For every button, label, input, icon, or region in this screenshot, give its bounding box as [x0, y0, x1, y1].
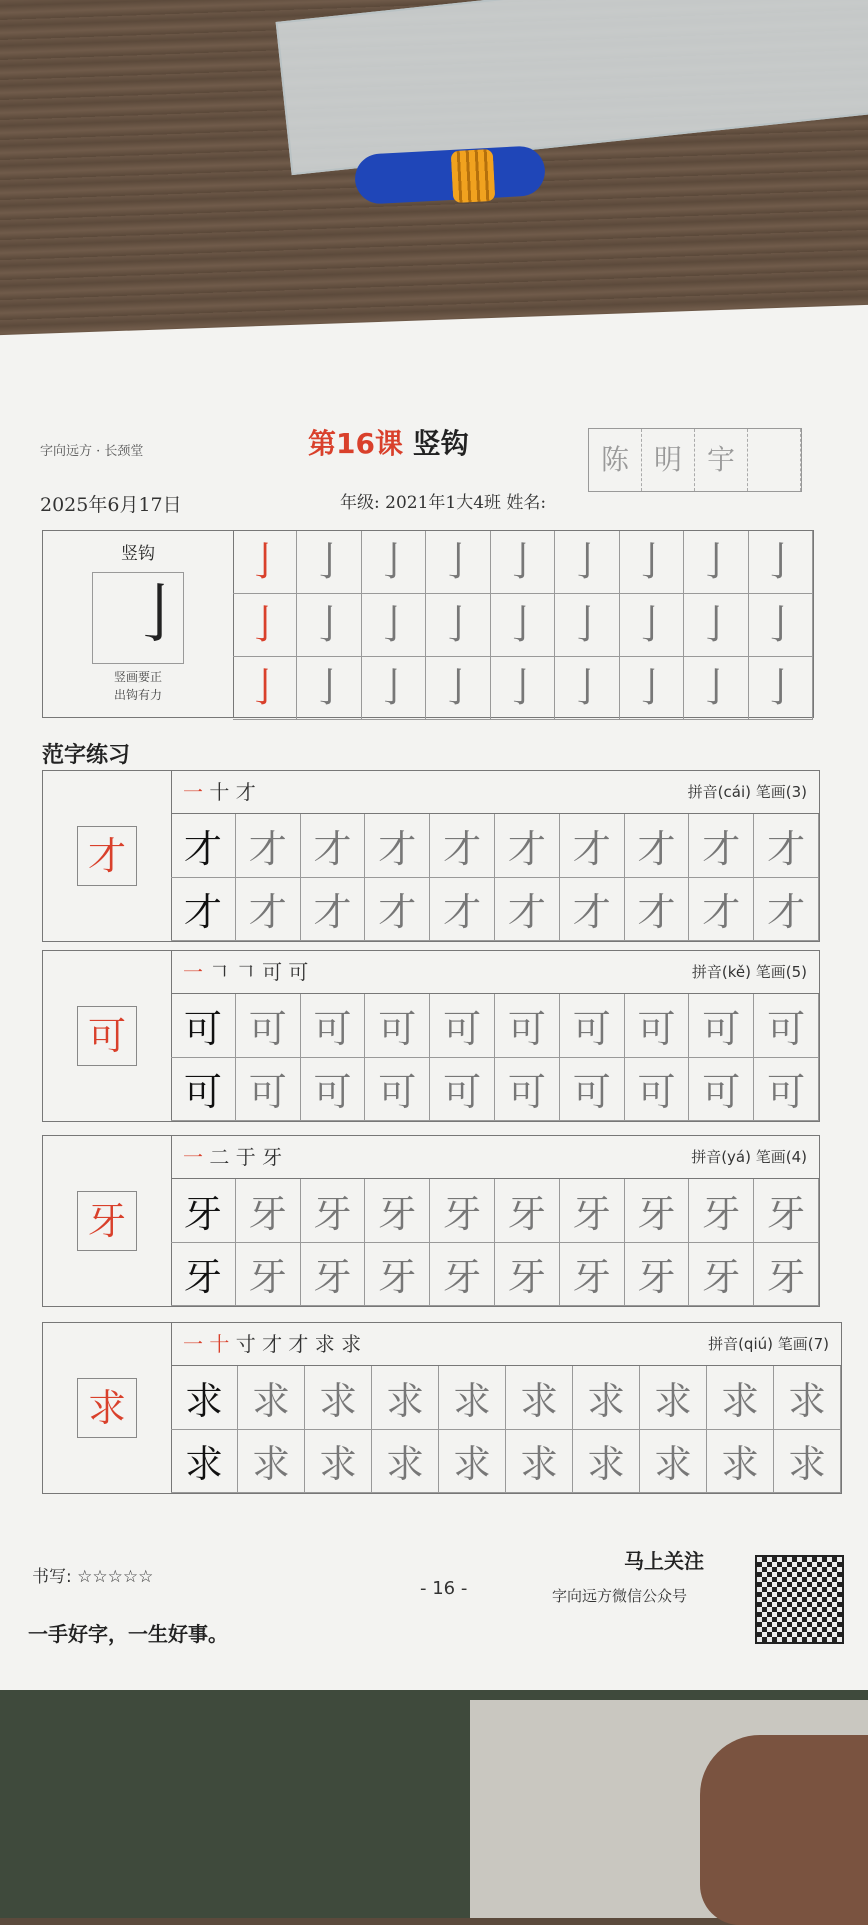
pen-grip [451, 149, 496, 203]
lesson-title [308, 422, 469, 462]
practice-cell: 才 [495, 814, 560, 878]
stroke-tip [43, 668, 233, 704]
practice-cell: 才 [560, 878, 625, 942]
practice-cell: 牙 [365, 1179, 430, 1243]
practice-cell: 求 [439, 1430, 506, 1494]
practice-cell: 才 [171, 878, 236, 942]
stroke-order-rest: 二 于 牙 [209, 1145, 283, 1169]
practice-cell: 才 [754, 814, 819, 878]
model-character: 才 [77, 826, 137, 886]
stroke-cell: 亅 [684, 657, 748, 720]
model-character: 求 [77, 1378, 137, 1438]
stroke-tip-line: 竖画要正 [113, 670, 162, 684]
practice-cell: 才 [171, 814, 236, 878]
stroke-order-lead: 一 十 [183, 1332, 230, 1356]
practice-cell: 牙 [625, 1243, 690, 1307]
practice-cell: 才 [625, 878, 690, 942]
stroke-order [183, 951, 308, 993]
pinyin-strokes: 拼音(kě) 笔画(5) [691, 963, 807, 981]
stroke-cell: 亅 [555, 594, 619, 657]
pinyin-strokes: 拼音(yá) 笔画(4) [691, 1148, 807, 1166]
practice-cell: 求 [774, 1366, 841, 1430]
shoe [700, 1735, 868, 1925]
stroke-cell: 亅 [297, 657, 361, 720]
stroke-cell: 亅 [555, 657, 619, 720]
character-model-area [43, 771, 172, 941]
practice-cell: 才 [236, 878, 301, 942]
practice-cell: 求 [573, 1430, 640, 1494]
stroke-order [183, 771, 256, 813]
practice-cell: 牙 [495, 1179, 560, 1243]
stroke-practice [42, 530, 814, 718]
practice-cell: 求 [171, 1366, 238, 1430]
practice-cell: 求 [774, 1430, 841, 1494]
stroke-order-lead: 一 [183, 1145, 203, 1169]
character-model-area [43, 1323, 172, 1493]
practice-cell: 牙 [236, 1179, 301, 1243]
practice-cell: 可 [301, 994, 366, 1058]
practice-cell: 可 [495, 994, 560, 1058]
stroke-cell: 亅 [297, 531, 361, 594]
stroke-cell: 亅 [555, 531, 619, 594]
stroke-cell: 亅 [426, 657, 490, 720]
practice-cell: 求 [238, 1430, 305, 1494]
practice-cell: 牙 [495, 1243, 560, 1307]
stroke-cell: 亅 [749, 531, 813, 594]
practice-cell: 可 [236, 1058, 301, 1122]
date-line: 2025年6月17日 [40, 494, 182, 516]
stroke-cell: 亅 [426, 594, 490, 657]
practice-cell: 可 [754, 1058, 819, 1122]
follow-label: 马上关注 [624, 1549, 704, 1573]
stroke-cell: 亅 [233, 594, 297, 657]
practice-cell: 求 [372, 1366, 439, 1430]
character-block [42, 770, 820, 942]
stroke-cell: 亅 [233, 657, 297, 720]
practice-cell: 求 [439, 1366, 506, 1430]
practice-cell: 牙 [365, 1243, 430, 1307]
practice-cell: 可 [625, 1058, 690, 1122]
practice-cell: 求 [372, 1430, 439, 1494]
practice-cell: 求 [573, 1366, 640, 1430]
practice-cell: 可 [495, 1058, 560, 1122]
practice-cell: 可 [560, 994, 625, 1058]
practice-cell: 牙 [171, 1243, 236, 1307]
stroke-cell: 亅 [491, 531, 555, 594]
stroke-cell: 亅 [491, 594, 555, 657]
follow-sub: 字向远方微信公众号 [552, 1587, 688, 1605]
practice-cell: 可 [171, 994, 236, 1058]
practice-cell: 牙 [301, 1243, 366, 1307]
practice-cell: 可 [689, 1058, 754, 1122]
practice-cell: 牙 [689, 1179, 754, 1243]
practice-cell: 牙 [236, 1243, 301, 1307]
practice-cell: 才 [495, 878, 560, 942]
practice-cell: 求 [640, 1430, 707, 1494]
practice-cell: 才 [301, 814, 366, 878]
name-char-empty [748, 429, 801, 491]
practice-cell: 才 [236, 814, 301, 878]
practice-cell: 才 [560, 814, 625, 878]
practice-cell: 才 [754, 878, 819, 942]
page-number: - 16 - [420, 1578, 468, 1599]
practice-cell: 求 [707, 1430, 774, 1494]
grade-line: 年级: 2021年1大4班 姓名: [340, 493, 547, 513]
practice-cell: 牙 [754, 1179, 819, 1243]
name-char: 宇 [695, 429, 748, 491]
pen [354, 145, 546, 205]
practice-cell: 可 [754, 994, 819, 1058]
stroke-cell: 亅 [620, 594, 684, 657]
practice-cell: 可 [430, 1058, 495, 1122]
section-title: 范字练习 [42, 743, 131, 768]
practice-cell: 可 [689, 994, 754, 1058]
practice-cell: 求 [305, 1430, 372, 1494]
qr-code [755, 1555, 844, 1644]
practice-cell: 牙 [301, 1179, 366, 1243]
practice-grid [171, 1178, 819, 1306]
stroke-cell: 亅 [362, 594, 426, 657]
practice-cell: 牙 [430, 1179, 495, 1243]
stroke-cell: 亅 [620, 531, 684, 594]
model-character: 可 [77, 1006, 137, 1066]
practice-cell: 才 [689, 878, 754, 942]
stroke-order-rest: 十 才 [209, 780, 256, 804]
stroke-cell: 亅 [297, 594, 361, 657]
practice-cell: 求 [506, 1430, 573, 1494]
practice-grid [171, 813, 819, 941]
pinyin-strokes: 拼音(qiú) 笔画(7) [708, 1335, 829, 1353]
practice-cell: 才 [625, 814, 690, 878]
practice-grid [171, 1365, 841, 1493]
name-char: 陈 [589, 429, 642, 491]
stroke-tip-line: 出钩有力 [113, 688, 162, 702]
practice-cell: 可 [236, 994, 301, 1058]
stroke-order [183, 1136, 282, 1178]
model-character: 牙 [77, 1191, 137, 1251]
character-model-area [43, 1136, 172, 1306]
practice-cell: 才 [365, 878, 430, 942]
practice-cell: 求 [238, 1366, 305, 1430]
practice-cell: 可 [365, 1058, 430, 1122]
practice-cell: 可 [171, 1058, 236, 1122]
stroke-order [183, 1323, 361, 1365]
stroke-cell: 亅 [749, 657, 813, 720]
character-model-area [43, 951, 172, 1121]
practice-cell: 牙 [689, 1243, 754, 1307]
stroke-cell: 亅 [620, 657, 684, 720]
practice-cell: 求 [305, 1366, 372, 1430]
practice-cell: 牙 [625, 1179, 690, 1243]
stroke-cell: 亅 [426, 531, 490, 594]
publisher-logo: 字向远方 · 长颈堂 [40, 444, 144, 459]
motto: 一手好字，一生好事。 [28, 1622, 228, 1646]
lesson-name: 竖钩 [412, 427, 469, 460]
stroke-cell: 亅 [684, 531, 748, 594]
character-block [42, 950, 820, 1122]
character-block [42, 1322, 842, 1494]
rating-stars: 书写: ☆☆☆☆☆ [32, 1567, 154, 1587]
practice-cell: 求 [506, 1366, 573, 1430]
practice-cell: 牙 [430, 1243, 495, 1307]
stroke-order-lead: 一 [183, 960, 203, 984]
practice-cell: 才 [430, 878, 495, 942]
practice-cell: 可 [625, 994, 690, 1058]
stroke-cell: 亅 [362, 531, 426, 594]
practice-cell: 牙 [560, 1179, 625, 1243]
pinyin-strokes: 拼音(cái) 笔画(3) [687, 783, 807, 801]
stroke-order-rest: 寸 才 才 求 求 [235, 1332, 362, 1356]
name-char: 明 [642, 429, 695, 491]
practice-cell: 求 [707, 1366, 774, 1430]
practice-cell: 牙 [754, 1243, 819, 1307]
stroke-cell: 亅 [491, 657, 555, 720]
practice-cell: 可 [430, 994, 495, 1058]
stroke-model-box [92, 572, 191, 664]
practice-cell: 可 [560, 1058, 625, 1122]
practice-cell: 可 [365, 994, 430, 1058]
practice-cell: 可 [301, 1058, 366, 1122]
stroke-order-lead: 一 [183, 780, 203, 804]
practice-cell: 牙 [171, 1179, 236, 1243]
stroke-cell: 亅 [749, 594, 813, 657]
practice-cell: 才 [301, 878, 366, 942]
lesson-number: 第16课 [308, 427, 403, 460]
stroke-cell: 亅 [362, 657, 426, 720]
stroke-grid [233, 531, 813, 717]
stroke-glyph: 亅 [127, 578, 191, 652]
stroke-title: 竖钩 [121, 544, 155, 564]
practice-cell: 才 [430, 814, 495, 878]
stroke-model [43, 531, 234, 717]
practice-cell: 才 [689, 814, 754, 878]
stroke-cell: 亅 [233, 531, 297, 594]
stroke-cell: 亅 [684, 594, 748, 657]
practice-grid [171, 993, 819, 1121]
character-block [42, 1135, 820, 1307]
practice-cell: 求 [171, 1430, 238, 1494]
practice-cell: 牙 [560, 1243, 625, 1307]
practice-cell: 求 [640, 1366, 707, 1430]
name-box [588, 428, 802, 492]
practice-cell: 才 [365, 814, 430, 878]
stroke-order-rest: 𠃍 𠃍 可 可 [209, 960, 309, 984]
